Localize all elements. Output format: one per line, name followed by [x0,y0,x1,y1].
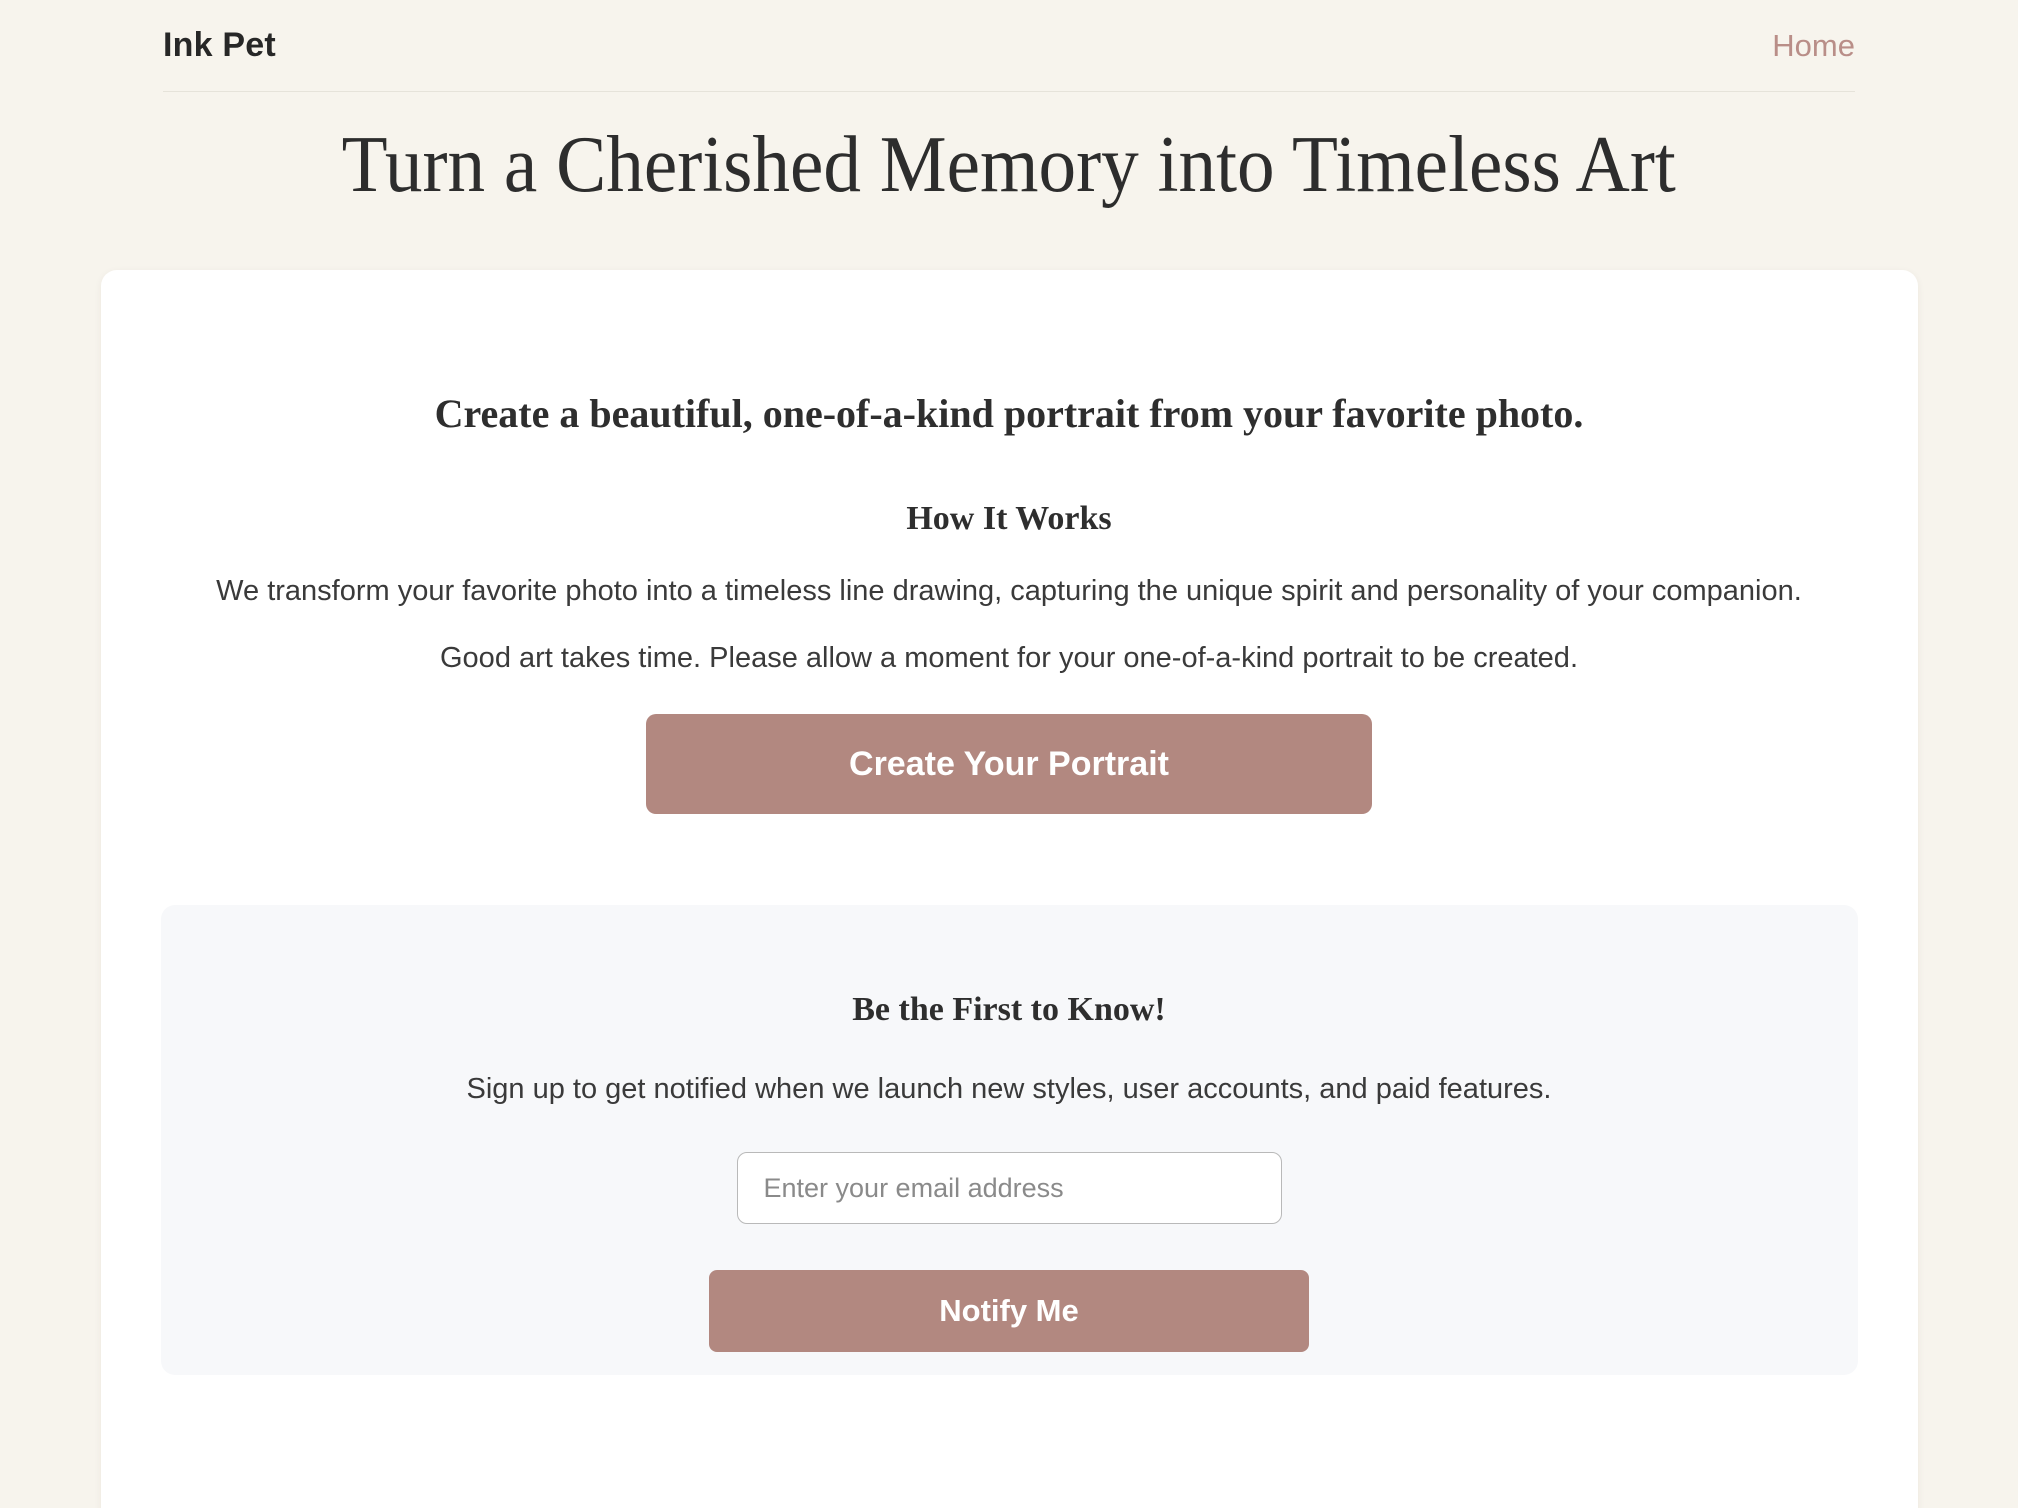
page-title: Turn a Cherished Memory into Timeless Art [341,121,1677,209]
create-portrait-button[interactable]: Create Your Portrait [646,714,1372,814]
brand-logo[interactable]: Ink Pet [163,26,276,64]
main-card [101,270,1918,1508]
newsletter-heading: Be the First to Know! [852,991,1166,1029]
header [163,0,1855,92]
notify-me-button[interactable]: Notify Me [709,1270,1309,1352]
how-it-works-heading: How It Works [906,500,1112,537]
newsletter-panel [161,905,1858,1375]
hero-section [0,120,2018,230]
card-subtitle: Create a beautiful, one-of-a-kind portrait from your favorite photo. [434,391,1584,436]
nav-link-home[interactable]: Home [1772,27,1855,63]
how-it-works-note: Good art takes time. Please allow a moment for your one-of-a-kind portrait to be created. [440,642,1578,675]
email-input[interactable] [737,1152,1282,1224]
how-it-works-body: We transform your favorite photo into a timeless line drawing, capturing the unique spirit and personality of your companion. [216,575,1802,607]
newsletter-body: Sign up to get notified when we launch new styles, user accounts, and paid features. [466,1073,1552,1106]
